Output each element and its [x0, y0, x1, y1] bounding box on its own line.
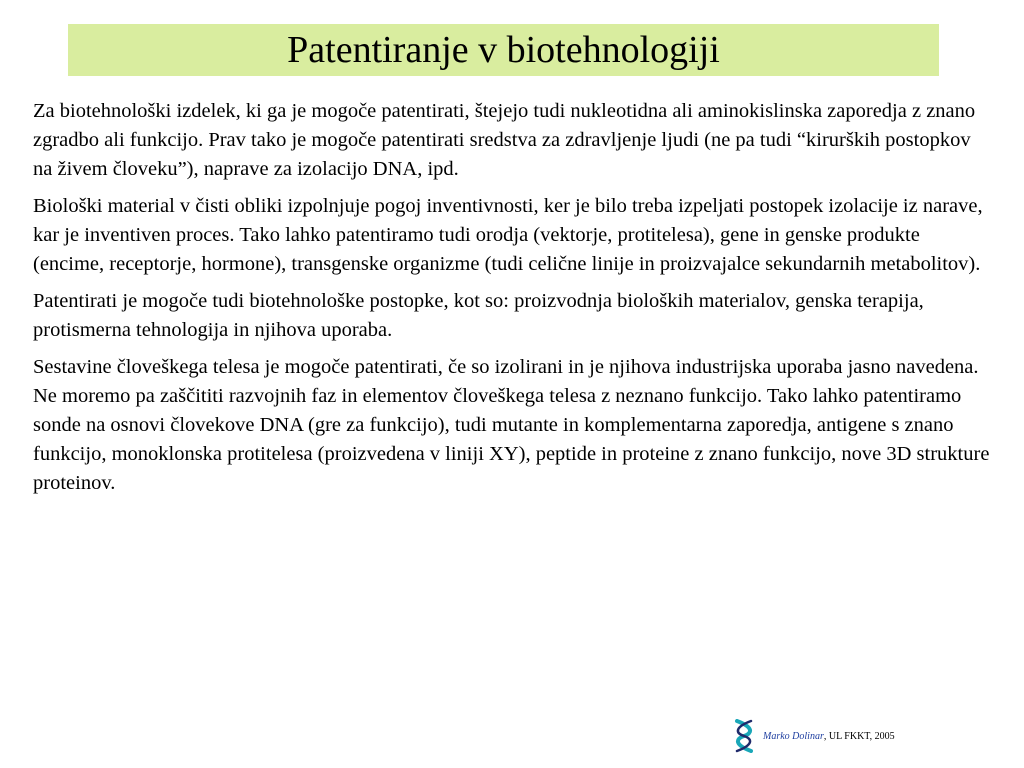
slide-footer [731, 719, 895, 753]
slide-title: Patentiranje v biotehnologiji [287, 29, 720, 71]
footer-affiliation: , UL FKKT, 2005 [823, 730, 895, 742]
title-banner [68, 24, 939, 76]
dna-helix-icon [731, 719, 757, 753]
footer-author: Marko Dolinar [763, 730, 824, 742]
paragraph-4: Sestavine človeškega telesa je mogoče patentirati, če so izolirani in je njihova industrijska uporaba jasno navedena. Ne moremo pa zaščititi razvojnih faz in elementov človeškega telesa z neznano funkcijo. Tako lahko patentiramo sonde na osnovi človekove DNA (gre za funkcijo), tudi mutante in komplementarna zaporedja, antigene s znano funkcijo, monoklonska protitelesa (proizvedena v liniji XY), peptide in proteine z znano funkcijo, nove 3D strukture proteinov. [33, 356, 990, 494]
slide-body [33, 97, 991, 506]
paragraph-2: Biološki material v čisti obliki izpolnjuje pogoj inventivnosti, ker je bilo treba izpeljati postopek izolacije iz narave, kar je inventiven proces. Tako lahko patentiramo tudi orodja (vektorje, protitelesa), gene in genske produkte (encime, receptorje, hormone), transgenske organizme (tudi celične linije in proizvajalce sekundarnih metabolitov). [33, 195, 983, 275]
paragraph-3: Patentirati je mogoče tudi biotehnološke postopke, kot so: proizvodnja bioloških materialov, genska terapija, protismerna tehnologija in njihova uporaba. [33, 290, 924, 341]
paragraph-1: Za biotehnološki izdelek, ki ga je mogoče patentirati, štejejo tudi nukleotidna ali aminokislinska zaporedja z znano zgradbo ali funkcijo. Prav tako je mogoče patentirati sredstva za zdravljenje ljudi (ne pa tudi “kirurških postopkov na živem človeku”), naprave za izolacijo DNA, ipd. [33, 100, 976, 180]
footer-credit [763, 731, 895, 742]
